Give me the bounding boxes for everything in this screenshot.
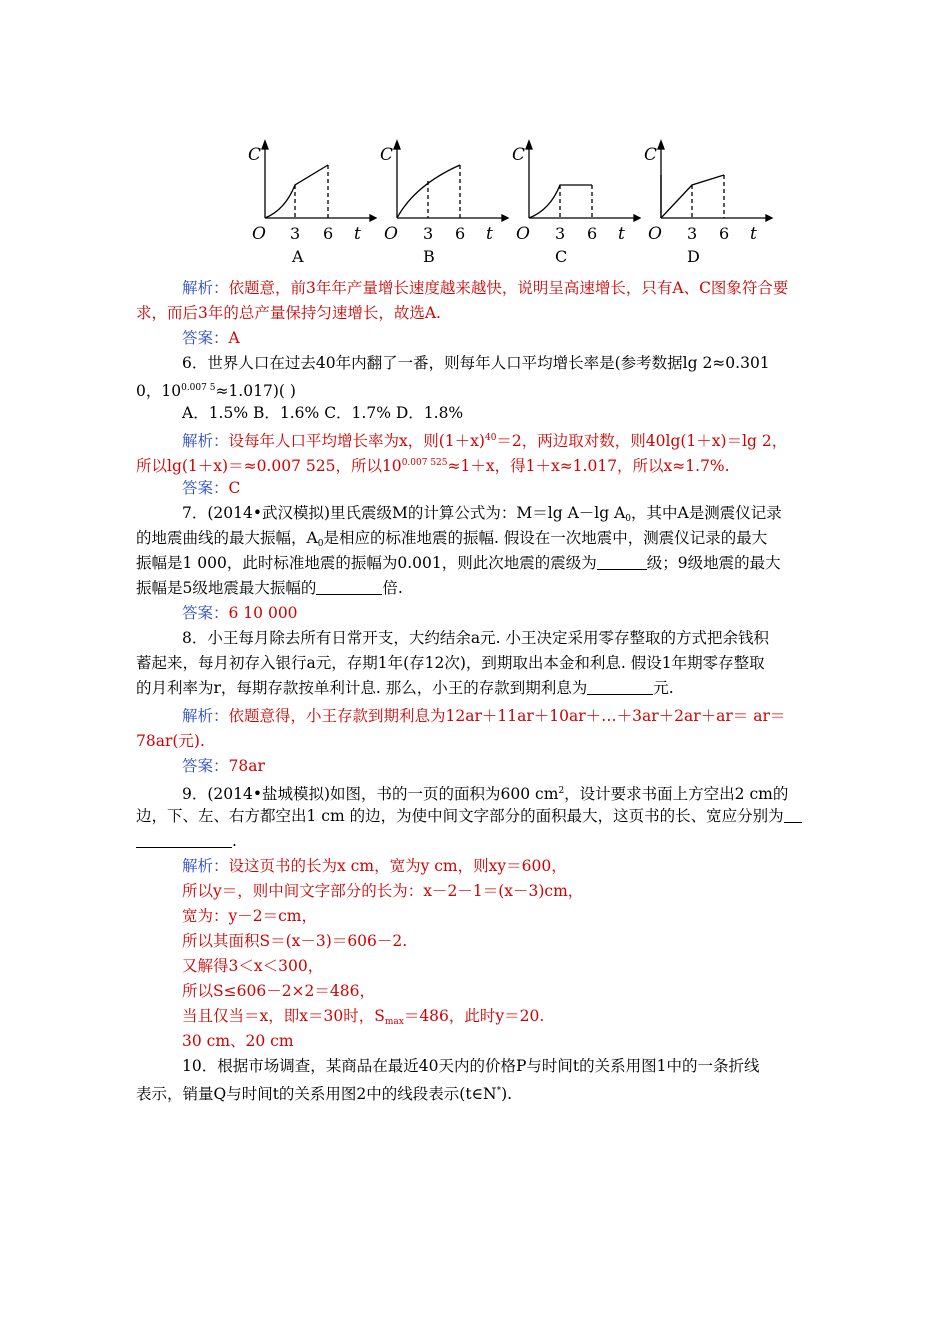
q8-answer (182, 754, 265, 779)
axis-c-label-c: C (512, 145, 526, 165)
q7-stem-text-1b: ，其中A是测震仪记录 (631, 504, 782, 522)
q7-blank-2[interactable] (316, 580, 382, 595)
q9-stem-text-1a: 9．(2014•盐城模拟)如图，书的一页的面积为600 cm (182, 785, 559, 803)
q6-stem-text-2b: ≈1.017)( ) (215, 382, 296, 400)
q7-stem-text-3b: 级；9级地震的最大 (646, 554, 781, 572)
graph-a (262, 141, 376, 221)
q9-stem-text-2: 边，下、左、右方都空出1 cm 的边，为使中间文字部分的面积最大，这页书的长、宽应分别为 (136, 807, 784, 825)
q9-analysis-text-4: 所以其面积S＝(x－3)＝606－2. (182, 932, 408, 950)
q5-analysis-text-1: 依题意，前3年年产量增长速度越来越快，说明呈高速增长，只有A、C图象符合要 (228, 279, 789, 297)
q9-stem-text-1b: ，设计要求书面上方空出2 cm的 (564, 785, 789, 803)
q6-options-text: A．1.5% B．1.6% C．1.7% D．1.8% (182, 404, 464, 422)
answer-choice-graphs (240, 135, 780, 265)
caption-d: D (687, 247, 700, 265)
q8-stem-text-3a: 的月利率为r，每期存款按单利计息. 那么，小王的存款到期利息为 (136, 679, 588, 697)
q9-analysis-text-5: 又解得3＜x＜300， (182, 957, 324, 975)
q8-analysis-line-2 (136, 729, 205, 754)
tick-3-c: 3 (555, 224, 566, 243)
q8-stem-text-1: 8．小王每月除去所有日常开支，大约结余a元. 小王决定采用零存整取的方式把余钱积 (182, 629, 769, 647)
q8-analysis-line-1 (182, 704, 785, 729)
q9-analysis-line-4 (182, 929, 407, 954)
q5-analysis-line-1 (182, 276, 788, 301)
q9-stem-line-1 (182, 779, 788, 807)
caption-a: A (292, 247, 304, 265)
origin-label-a: O (252, 224, 266, 244)
axis-t-label-c: t (618, 224, 625, 244)
q9-analysis-sub: max (384, 1017, 404, 1027)
q6-analysis-sup-1: 40 (484, 433, 497, 443)
q5-analysis-text-2: 求，而后3年的总产量保持匀速增长，故选A. (136, 304, 441, 322)
q8-analysis-text-1: 依题意得，小王存款到期利息为12ar＋11ar＋10ar＋…＋3ar＋2ar＋ar＝ ar＝ (228, 707, 786, 725)
q9-analysis-text-1: 设这页书的长为x cm，宽为y cm，则xy＝600， (228, 857, 567, 875)
q9-analysis-text-6: 所以S≤606－2×2＝486， (182, 982, 375, 1000)
q10-stem-sup: * (496, 1086, 502, 1096)
q8-stem-line-3 (136, 676, 674, 701)
q9-analysis-line-2 (182, 879, 583, 904)
q6-stem-sup: 0.007 5 (181, 383, 216, 393)
q7-blank-1[interactable] (597, 555, 647, 570)
q7-stem-text-2b: 是相应的标准地震的振幅. 假设在一次地震中，测震仪记录的最大 (323, 529, 768, 547)
axis-c-label-b: C (380, 145, 394, 165)
axis-t-label-b: t (486, 224, 493, 244)
graph-d (658, 141, 772, 221)
q7-answer (182, 601, 298, 626)
origin-label-b: O (384, 224, 398, 244)
q10-stem-line-2 (136, 1079, 512, 1107)
axis-c-label-a: C (248, 145, 262, 165)
q7-stem-text-4b: 倍. (382, 579, 403, 597)
q9-analysis-text-2: 所以y＝，则中间文字部分的长为：x－2－1＝(x－3)cm， (182, 882, 584, 900)
q8-blank[interactable] (587, 680, 653, 695)
tick-6-c: 6 (587, 224, 598, 243)
answer-label: 答案： (182, 757, 229, 775)
q9-blank-b[interactable] (136, 833, 232, 848)
graph-b (394, 141, 508, 221)
graph-c (526, 141, 640, 221)
q7-stem-sub-2: 0 (317, 539, 324, 549)
analysis-label: 解析： (182, 707, 229, 725)
q10-stem-text-2a: 表示，销量Q与时间t的关系用图2中的线段表示(t∈N (136, 1085, 497, 1103)
q5-analysis-line-2 (136, 301, 441, 326)
q6-stem-line-2 (136, 376, 296, 404)
q7-stem-text-3a: 振幅是1 000，此时标准地震的振幅为0.001，则此次地震的震级为 (136, 554, 597, 572)
tick-3-d: 3 (687, 224, 698, 243)
q6-stem-text-1: 6．世界人口在过去40年内翻了一番，则每年人口平均增长率是(参考数据lg 2≈0.301 (182, 354, 770, 372)
q8-stem-line-2 (136, 651, 765, 676)
q9-stem-line-2 (136, 804, 802, 829)
q6-analysis-text-2a: 所以lg(1＋x)＝≈0.007 525，所以10 (136, 457, 402, 475)
q9-analysis-text-3: 宽为：y－2＝cm， (182, 907, 317, 925)
q6-answer (182, 476, 240, 501)
q10-stem-text-2b: ). (501, 1085, 513, 1103)
q8-analysis-text-2: 78ar(元). (136, 732, 205, 750)
axis-c-label-d: C (644, 145, 658, 165)
q9-analysis-line-1 (182, 854, 567, 879)
q7-stem-text-4a: 振幅是5级地震最大振幅的 (136, 579, 317, 597)
caption-c: C (555, 247, 568, 265)
q9-analysis-line-5 (182, 954, 323, 979)
q9-analysis-line-3 (182, 904, 317, 929)
q7-stem-text-2a: 的地震曲线的最大振幅，A (136, 529, 318, 547)
q6-analysis-line-1 (182, 426, 787, 454)
q6-analysis-text-1a: 设每年人口平均增长率为x，则(1＋x) (228, 432, 485, 450)
origin-label-d: O (648, 224, 662, 244)
q9-answer (182, 1029, 294, 1054)
q7-stem-sub-1: 0 (625, 514, 632, 524)
q8-stem-text-3b: 元. (653, 679, 674, 697)
q6-stem-line-1 (182, 351, 770, 376)
caption-b: B (423, 247, 435, 265)
tick-3-a: 3 (290, 224, 301, 243)
origin-label-c: O (516, 224, 530, 244)
q9-analysis-text-7b: ＝486，此时y＝20. (403, 1007, 545, 1025)
q8-answer-value: 78ar (228, 757, 265, 775)
q7-stem-line-4 (136, 576, 403, 601)
q9-stem-sup: 2 (558, 786, 565, 796)
graphs-svg (240, 135, 780, 265)
q6-analysis-line-2 (136, 451, 730, 479)
answer-label: 答案： (182, 604, 229, 622)
q6-analysis-text-2b: ≈1＋x，得1＋x≈1.017，所以x≈1.7%. (447, 457, 730, 475)
q9-analysis-text-7a: 当且仅当＝x，即x＝30时，S (182, 1007, 385, 1025)
answer-label: 答案： (182, 329, 229, 347)
tick-6-d: 6 (719, 224, 730, 243)
axis-t-label-d: t (750, 224, 757, 244)
q9-answer-value: 30 cm、20 cm (182, 1032, 294, 1050)
q7-stem-text-1a: 7．(2014•武汉模拟)里氏震级M的计算公式为：M＝lg A－lg A (182, 504, 626, 522)
q9-stem-line-3 (136, 829, 237, 854)
q6-stem-text-2a: 0，10 (136, 382, 182, 400)
q6-answer-value: C (228, 479, 241, 497)
analysis-label: 解析： (182, 279, 229, 297)
tick-3-b: 3 (423, 224, 434, 243)
analysis-label: 解析： (182, 432, 229, 450)
q7-stem-line-3 (136, 551, 781, 576)
q5-answer (182, 326, 240, 351)
q9-stem-text-3: . (232, 832, 237, 850)
analysis-label: 解析： (182, 857, 229, 875)
q10-stem-line-1 (182, 1054, 759, 1079)
tick-6-b: 6 (455, 224, 466, 243)
axis-t-label-a: t (354, 224, 361, 244)
q9-blank-a[interactable] (784, 808, 802, 823)
q9-analysis-line-6 (182, 979, 375, 1004)
q7-answer-value: 6 10 000 (228, 604, 298, 622)
tick-6-a: 6 (323, 224, 334, 243)
q5-answer-value: A (228, 329, 240, 347)
q8-stem-text-2: 蓄起来，每月初存入银行a元，存期1年(存12次)，到期取出本金和利息. 假设1年期零存整取 (136, 654, 765, 672)
q6-options (182, 401, 463, 426)
answer-label: 答案： (182, 479, 229, 497)
q6-analysis-text-1b: ＝2，两边取对数，则40lg(1＋x)＝lg 2， (496, 432, 788, 450)
q6-analysis-sup-2: 0.007 525 (401, 458, 448, 468)
q8-stem-line-1 (182, 626, 769, 651)
q10-stem-text-1: 10．根据市场调查，某商品在最近40天内的价格P与时间t的关系用图1中的一条折线 (182, 1057, 760, 1075)
